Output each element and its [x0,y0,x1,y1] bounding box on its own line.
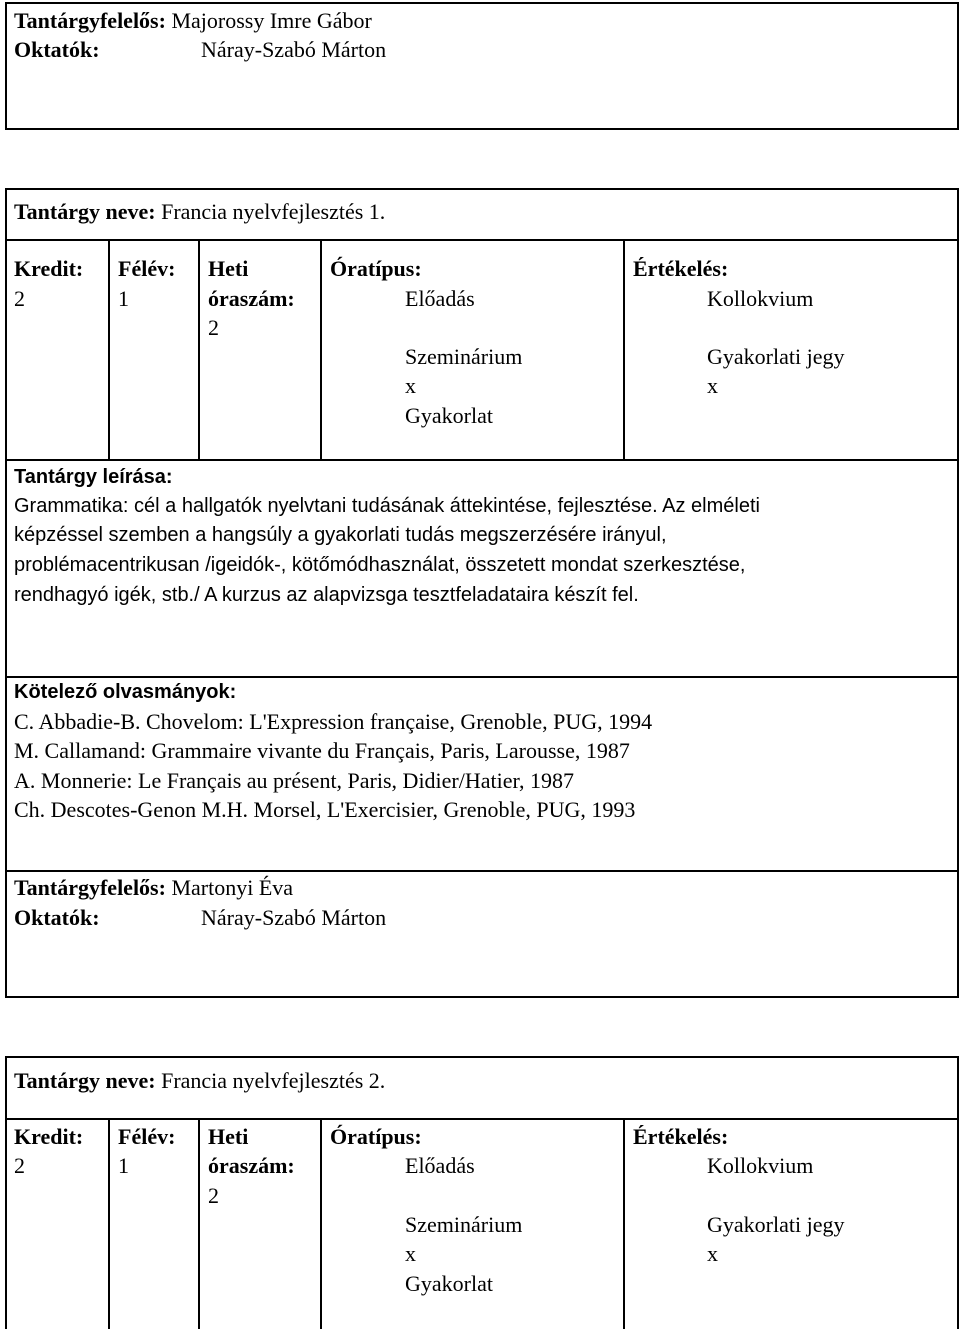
eval-colloquium: Kollokvium [707,1153,814,1178]
responsible-name: Majorossy Imre Gábor [171,8,372,33]
credit-label: Kredit: [14,256,84,281]
course-name: Francia nyelvfejlesztés 1. [161,199,386,224]
description-line: Grammatika: cél a hallgatók nyelvtani tudásának áttekintése, fejlesztése. Az elméleti [14,495,760,517]
credit-label: Kredit: [14,1124,84,1149]
credit-value: 2 [14,286,25,311]
course-name: Francia nyelvfejlesztés 2. [161,1068,386,1093]
responsible-label: Tantárgyfelelős: [14,875,166,900]
reading-item: A. Monnerie: Le Français au présent, Paris, Didier/Hatier, 1987 [14,768,574,793]
reading-item: M. Callamand: Grammaire vivante du Français, Paris, Larousse, 1987 [14,738,630,763]
credit-value: 2 [14,1153,25,1178]
semester-label: Félév: [118,1124,176,1149]
course-name-label: Tantárgy neve: [14,1068,156,1093]
readings-label: Kötelező olvasmányok: [14,681,237,703]
course-name-label: Tantárgy neve: [14,199,156,224]
evaluation-label: Értékelés: [633,1124,729,1149]
type-seminar-mark: x [405,373,416,398]
eval-practical-grade: Gyakorlati jegy [707,1212,845,1237]
hours-label: óraszám: [208,286,295,311]
hours-label: óraszám: [208,1153,295,1178]
course-name-line [14,1066,385,1096]
semester-value: 1 [118,286,129,311]
responsible-name: Martonyi Éva [171,875,294,900]
type-seminar: Szeminárium [405,1212,523,1237]
column-divider [198,1118,200,1329]
teachers-label: Oktatók: [14,37,100,62]
teachers-name: Náray-Szabó Márton [201,37,387,62]
reading-item: Ch. Descotes-Genon M.H. Morsel, L'Exercisier, Grenoble, PUG, 1993 [14,797,636,822]
type-label: Óratípus: [330,1124,422,1149]
responsible-line-1 [14,6,372,36]
responsible-label: Tantárgyfelelős: [14,8,166,33]
teachers-label: Oktatók: [14,905,100,930]
column-divider [198,239,200,459]
description-line: problémacentrikusan /igeidók-, kötőmódhasználat, összetett mondat szerkesztése, [14,554,746,576]
responsible-line-2 [14,873,293,903]
type-lecture: Előadás [405,286,475,311]
column-divider [320,1118,322,1329]
column-divider [623,239,625,459]
eval-practical-mark: x [707,373,718,398]
column-divider [623,1118,625,1329]
teachers-name: Náray-Szabó Márton [201,905,387,930]
hours-value: 2 [208,1183,219,1208]
description-label: Tantárgy leírása: [14,466,173,488]
hours-label: Heti [208,1124,249,1149]
type-seminar-mark: x [405,1241,416,1266]
semester-label: Félév: [118,256,176,281]
description-line: rendhagyó igék, stb./ A kurzus az alapvizsga tesztfeladataira készít fel. [14,584,639,606]
hours-value: 2 [208,315,219,340]
type-seminar: Szeminárium [405,344,523,369]
divider [5,239,959,241]
type-label: Óratípus: [330,256,422,281]
type-practice: Gyakorlat [405,403,493,428]
divider [5,1118,959,1120]
evaluation-label: Értékelés: [633,256,729,281]
column-divider [320,239,322,459]
type-practice: Gyakorlat [405,1271,493,1296]
eval-colloquium: Kollokvium [707,286,814,311]
column-divider [108,1118,110,1329]
divider [5,459,959,461]
semester-value: 1 [118,1153,129,1178]
reading-item: C. Abbadie-B. Chovelom: L'Expression française, Grenoble, PUG, 1994 [14,709,653,734]
description-line: képzéssel szemben a hangsúly a gyakorlati tudás megszerzésére irányul, [14,524,667,546]
column-divider [108,239,110,459]
eval-practical-grade: Gyakorlati jegy [707,344,845,369]
eval-practical-mark: x [707,1241,718,1266]
course-name-line [14,197,385,227]
hours-label: Heti [208,256,249,281]
type-lecture: Előadás [405,1153,475,1178]
